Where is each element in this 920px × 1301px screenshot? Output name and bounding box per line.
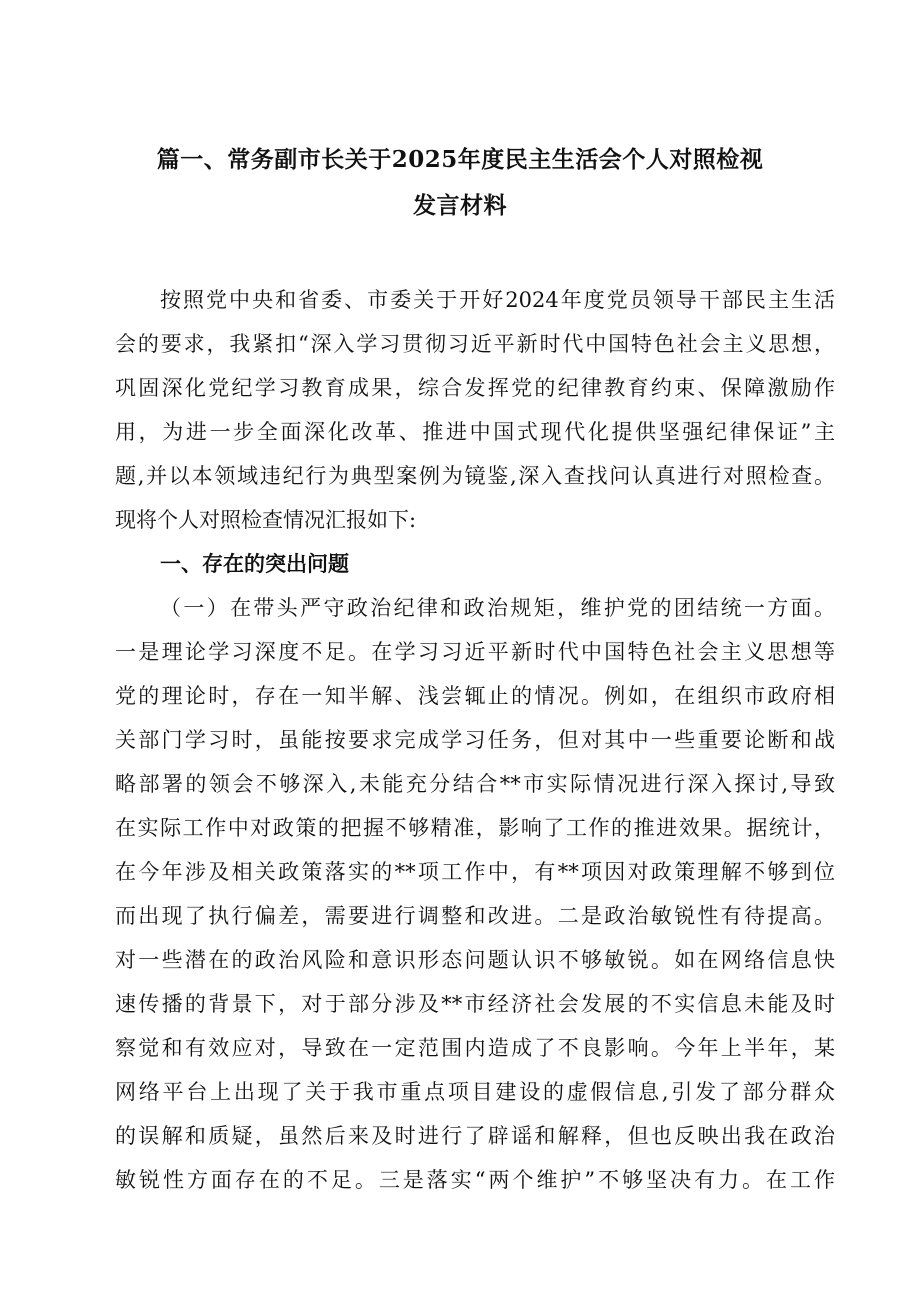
- intro-line: 用，为进一步全面深化改革、推进中国式现代化提供坚强纪律保证”主: [115, 420, 835, 444]
- intro-line: 题,并以本领域违纪行为典型案例为镜鉴,深入查找问认真进行对照检查。: [115, 464, 835, 488]
- intro-line: 按照党中央和省委、市委关于开好2024年度党员领导干部民主生活: [160, 288, 835, 312]
- body-line: 关部门学习时，虽能按要求完成学习任务，但对其中一些重要论断和战: [115, 728, 835, 752]
- intro-line: 巩固深化党纪学习教育成果，综合发挥党的纪律教育约束、保障激励作: [115, 376, 835, 400]
- body-line: 敏锐性方面存在的不足。三是落实“两个维护”不够坚决有力。在工作: [115, 1168, 835, 1192]
- body-line: 察觉和有效应对，导致在一定范围内造成了不良影响。今年上半年，某: [115, 1036, 835, 1060]
- body-line: 网络平台上出现了关于我市重点项目建设的虚假信息,引发了部分群众: [115, 1080, 835, 1104]
- body-line: （一）在带头严守政治纪律和政治规矩，维护党的团结统一方面。: [160, 596, 835, 620]
- body-line: 在今年涉及相关政策落实的**项工作中，有**项因对政策理解不够到位: [115, 860, 835, 884]
- body-line: 的误解和质疑，虽然后来及时进行了辟谣和解释，但也反映出我在政治: [115, 1124, 835, 1148]
- document-title-line-2: 发言材料: [413, 192, 507, 219]
- body-line: 在实际工作中对政策的把握不够精准，影响了工作的推进效果。据统计，: [115, 816, 835, 840]
- document-title-line-1: 篇一、常务副市长关于2025年度民主生活会个人对照检视: [156, 146, 764, 173]
- body-line: 一是理论学习深度不足。在学习习近平新时代中国特色社会主义思想等: [115, 640, 835, 664]
- body-line: 党的理论时，存在一知半解、浅尝辄止的情况。例如，在组织市政府相: [115, 684, 835, 708]
- body-line: 而出现了执行偏差，需要进行调整和改进。二是政治敏锐性有待提高。: [115, 904, 835, 928]
- body-line: 对一些潜在的政治风险和意识形态问题认识不够敏锐。如在网络信息快: [115, 948, 835, 972]
- body-line: 速传播的背景下，对于部分涉及**市经济社会发展的不实信息未能及时: [115, 992, 835, 1016]
- body-line: 略部署的领会不够深入,未能充分结合**市实际情况进行深入探讨,导致: [115, 772, 835, 796]
- intro-line: 会的要求，我紧扣“深入学习贯彻习近平新时代中国特色社会主义思想，: [115, 332, 835, 356]
- section-heading: 一、存在的突出问题: [160, 551, 349, 576]
- intro-line: 现将个人对照检查情况汇报如下:: [115, 508, 417, 532]
